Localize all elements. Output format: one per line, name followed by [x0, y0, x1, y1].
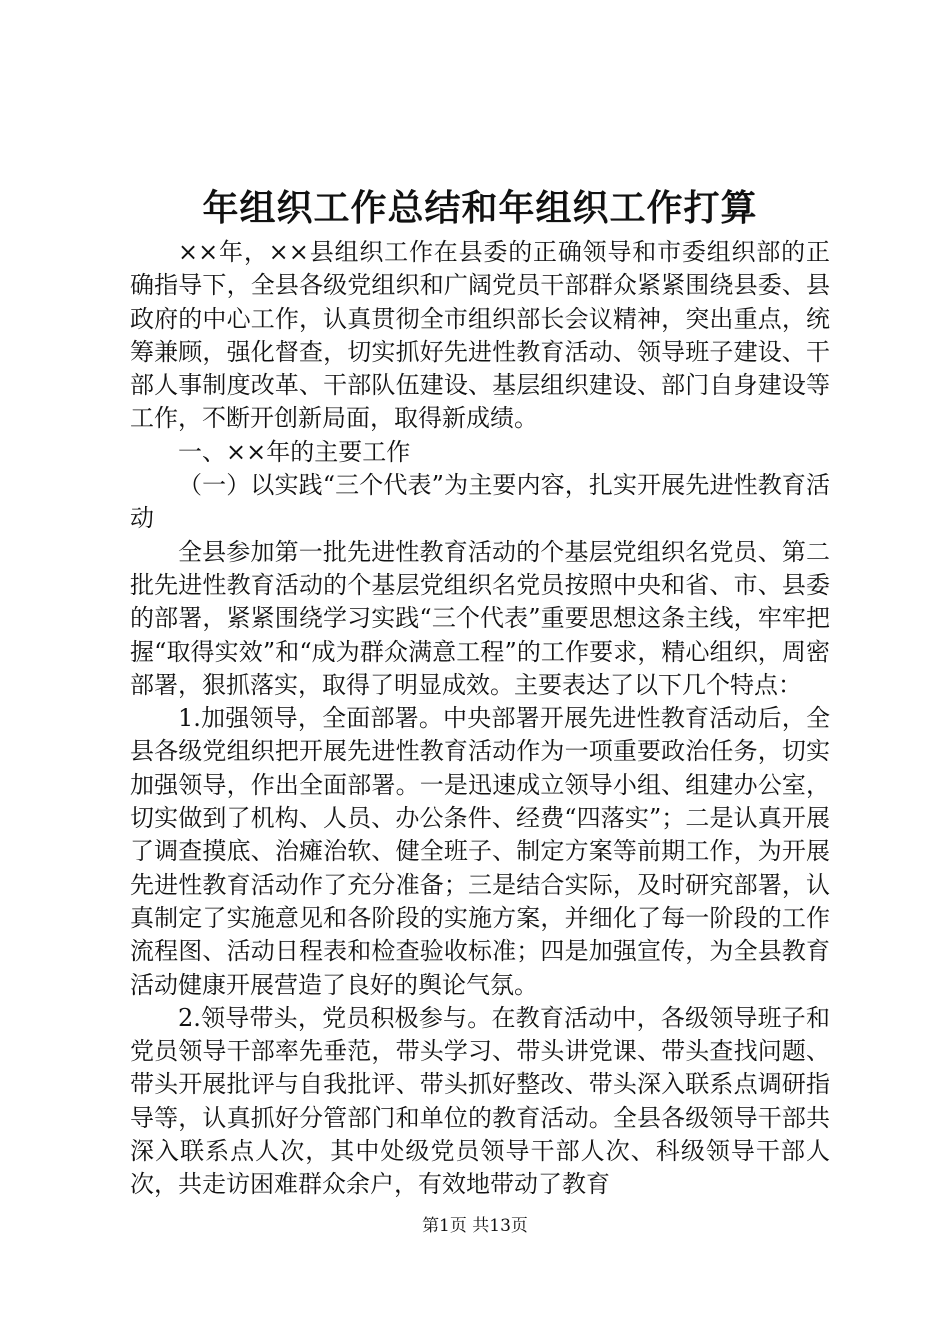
- document-title: 年组织工作总结和年组织工作打算: [202, 187, 758, 229]
- section-heading-main-work: 一、××年的主要工作: [178, 437, 411, 466]
- paragraph-intro: ××年，××县组织工作在县委的正确领导和市委组织部的正确指导下，全县各级党组织和广阔党员干部群众紧紧围绕县委、县政府的中心工作，认真贯彻全市组织部长会议精神，突出重点，统筹兼顾，强化督查，切实抓好先进性教育活动、领导班子建设、干部人事制度改革、干部队伍建设、基层组织建设、部门自身建设等工作，不断开创新局面，取得新成绩。: [130, 238, 830, 433]
- subsection-heading-education: （一）以实践“三个代表”为主要内容，扎实开展先进性教育活动: [130, 471, 830, 533]
- paragraph-point-2: 2.领导带头，党员积极参与。在教育活动中，各级领导班子和党员领导干部率先垂范，带头学习、带头讲党课、带头查找问题、带头开展批评与自我批评、带头抓好整改、带头深入联系点调研指导等，认真抓好分管部门和单位的教育活动。全县各级领导干部共深入联系点人次，其中处级党员领导干部人次、科级领导干部人次，共走访困难群众余户，有效地带动了教育: [130, 1003, 830, 1199]
- paragraph-point-1: 1.加强领导，全面部署。中央部署开展先进性教育活动后，全县各级党组织把开展先进性教育活动作为一项重要政治任务，切实加强领导，作出全面部署。一是迅速成立领导小组、组建办公室，切实做到了机构、人员、办公条件、经费“四落实”；二是认真开展了调查摸底、治瘫治软、健全班子、制定方案等前期工作，为开展先进性教育活动作了充分准备；三是结合实际，及时研究部署，认真制定了实施意见和各阶段的实施方案，并细化了每一阶段的工作流程图、活动日程表和检查验收标准；四是加强宣传，为全县教育活动健康开展营造了良好的舆论气氛。: [130, 704, 830, 999]
- document-body: [130, 236, 830, 1202]
- paragraph-education-overview: 全县参加第一批先进性教育活动的个基层党组织名党员、第二批先进性教育活动的个基层党组织名党员按照中央和省、市、县委的部署，紧紧围绕学习实践“三个代表”重要思想这条主线，牢牢把握“取得实效”和“成为群众满意工程”的工作要求，精心组织，周密部署，狠抓落实，取得了明显成效。主要表达了以下几个特点：: [130, 537, 830, 699]
- page-number-footer: 第1页 共13页: [422, 1216, 528, 1236]
